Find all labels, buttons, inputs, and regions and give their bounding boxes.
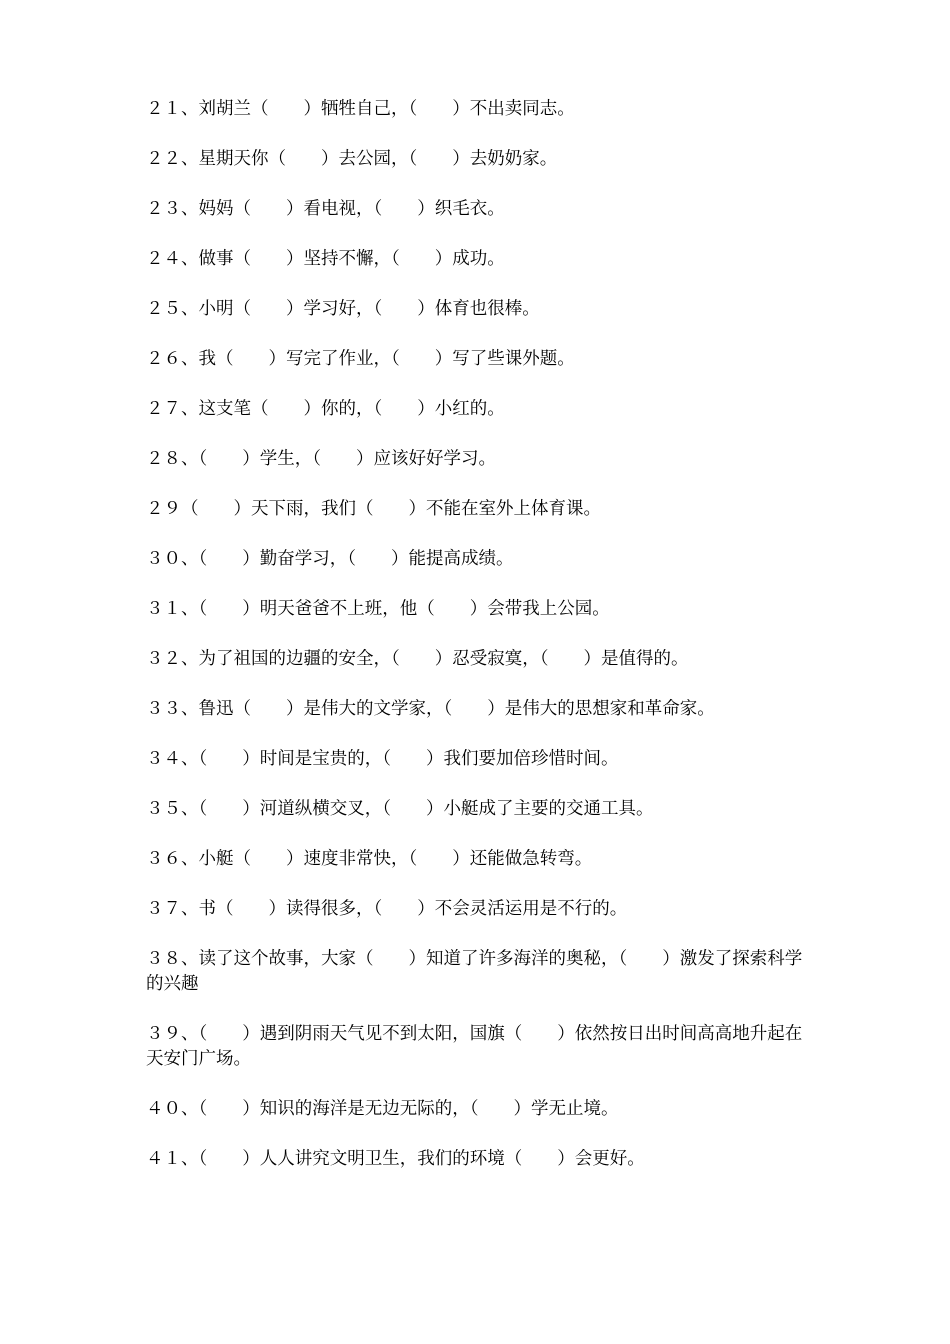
exercise-item-40: ４０、（ ）知识的海洋是无边无际的，（ ）学无止境。 (146, 1099, 619, 1119)
exercise-item-22: ２２、星期天你（ ）去公园，（ ）去奶奶家。 (146, 149, 558, 169)
exercise-item-34: ３４、（ ）时间是宝贵的，（ ）我们要加倍珍惜时间。 (146, 749, 619, 769)
exercise-item-26: ２６、我（ ）写完了作业，（ ）写了些课外题。 (146, 349, 575, 369)
exercise-item-38: ３８、读了这个故事，大家（ ）知道了许多海洋的奥秘，（ ）激发了探索科学的兴趣 (146, 949, 803, 994)
exercise-item-21: ２１、刘胡兰（ ）牺牲自己，（ ）不出卖同志。 (146, 99, 575, 119)
exercise-item-27: ２７、这支笔（ ）你的，（ ）小红的。 (146, 399, 505, 419)
exercise-item-24: ２４、做事（ ）坚持不懈，（ ）成功。 (146, 249, 505, 269)
exercise-item-39: ３９、（ ）遇到阴雨天气见不到太阳，国旗（ ）依然按日出时间高高地升起在天安门广场。 (146, 1024, 803, 1069)
exercise-item-37: ３７、书（ ）读得很多，（ ）不会灵活运用是不行的。 (146, 899, 628, 919)
exercise-item-29: ２９（ ）天下雨，我们（ ）不能在室外上体育课。 (146, 499, 601, 519)
exercise-item-35: ３５、（ ）河道纵横交叉，（ ）小艇成了主要的交通工具。 (146, 799, 654, 819)
exercise-item-31: ３１、（ ）明天爸爸不上班，他（ ）会带我上公园。 (146, 599, 610, 619)
exercise-item-41: ４１、（ ）人人讲究文明卫生，我们的环境（ ）会更好。 (146, 1149, 645, 1169)
exercise-item-28: ２８、（ ）学生，（ ）应该好好学习。 (146, 449, 496, 469)
exercise-item-23: ２３、妈妈（ ）看电视，（ ）织毛衣。 (146, 199, 505, 219)
exercise-item-32: ３２、为了祖国的边疆的安全，（ ）忍受寂寞，（ ）是值得的。 (146, 649, 689, 669)
exercise-item-36: ３６、小艇（ ）速度非常快，（ ）还能做急转弯。 (146, 849, 593, 869)
exercise-item-25: ２５、小明（ ）学习好，（ ）体育也很棒。 (146, 299, 540, 319)
exercise-list (146, 97, 806, 1172)
exercise-item-30: ３０、（ ）勤奋学习，（ ）能提高成绩。 (146, 549, 514, 569)
exercise-item-33: ３３、鲁迅（ ）是伟大的文学家，（ ）是伟大的思想家和革命家。 (146, 699, 715, 719)
